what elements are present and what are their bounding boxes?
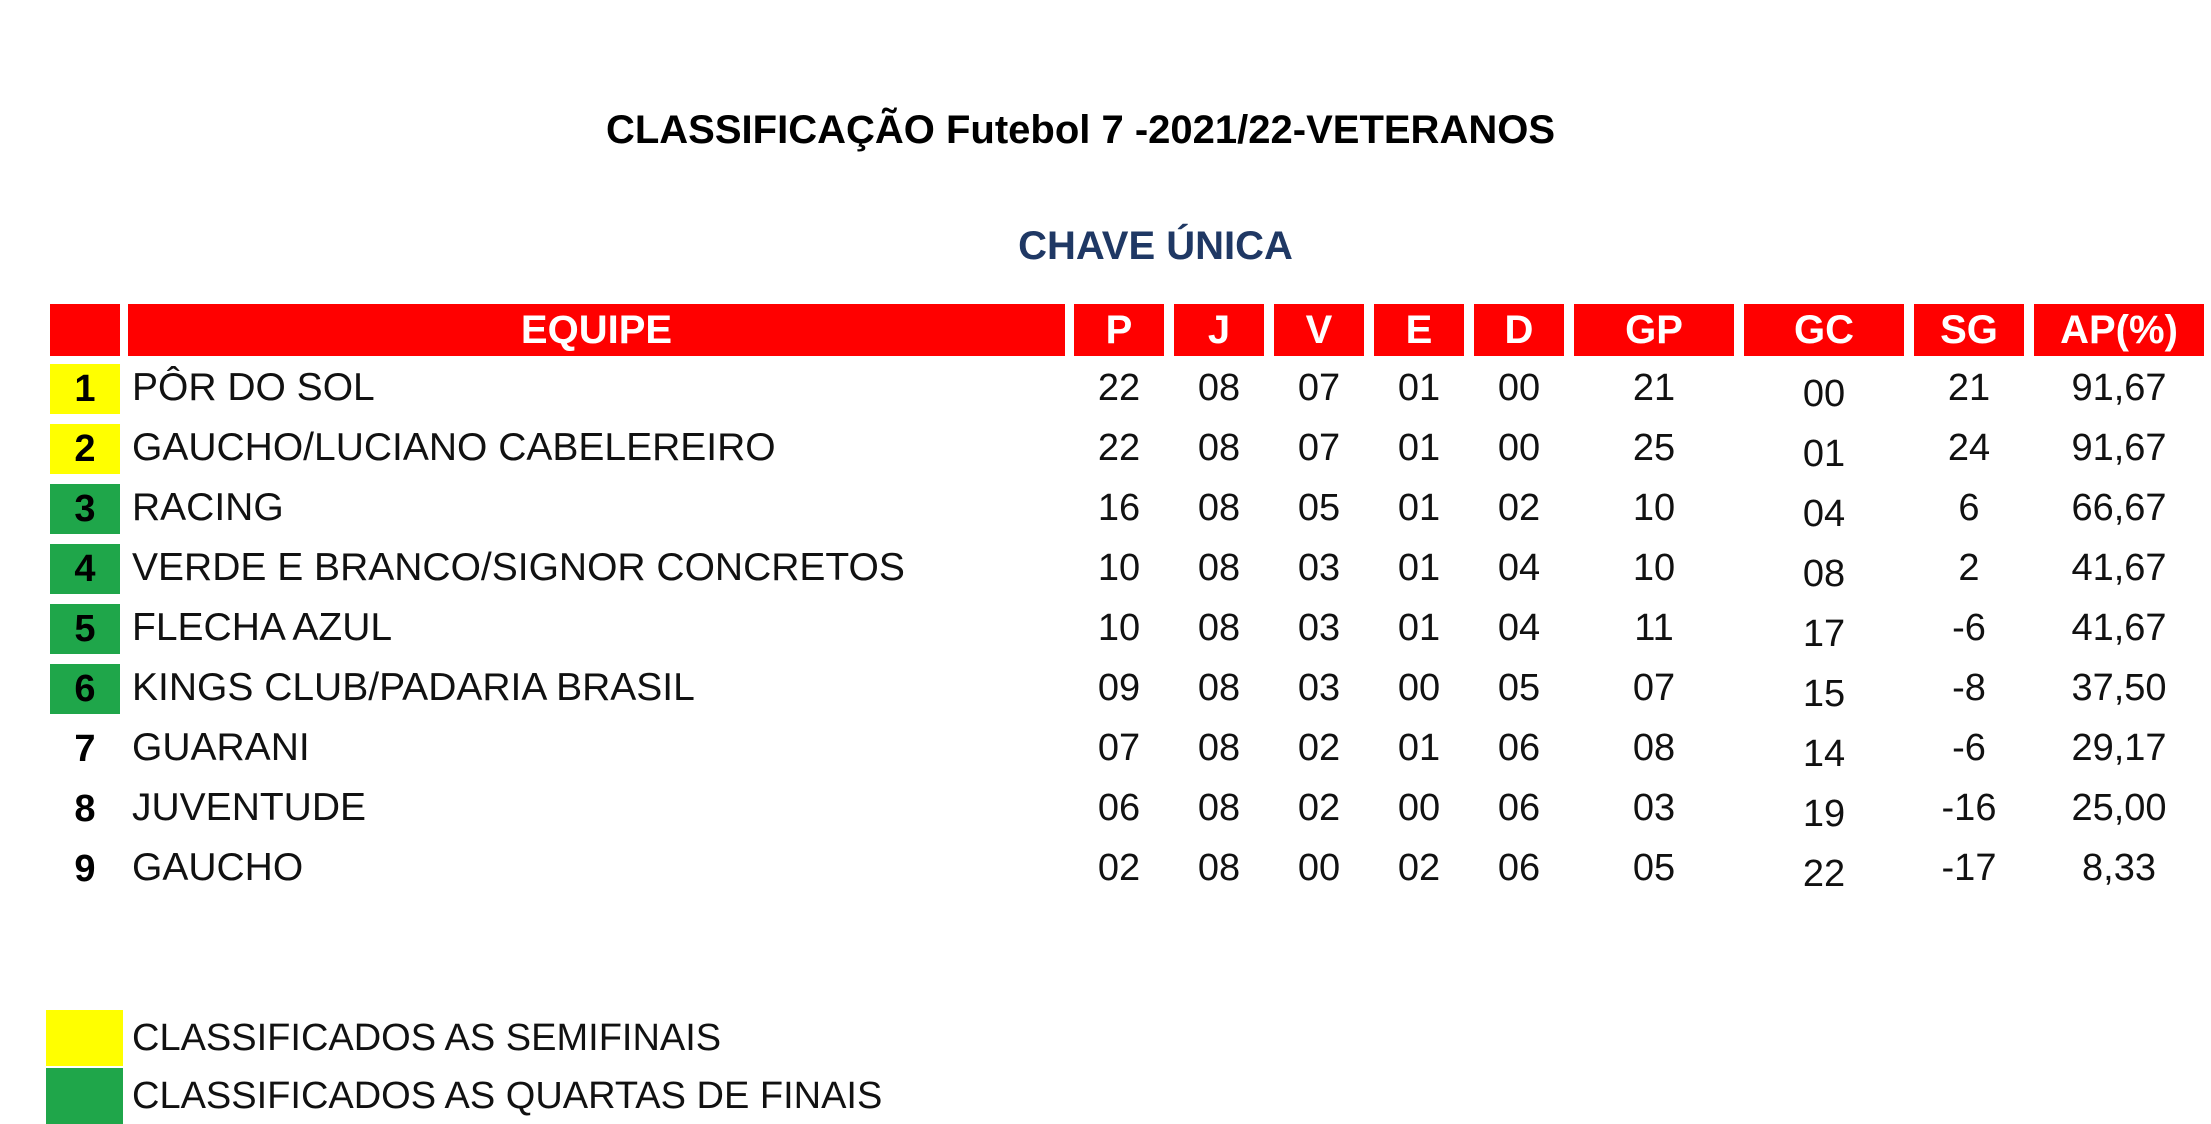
header-j: J <box>1174 304 1264 356</box>
page-title: CLASSIFICAÇÃO Futebol 7 -2021/22-VETERANOS <box>605 108 1556 152</box>
cell-e: 01 <box>1397 426 1441 469</box>
rank-cell: 5 <box>50 604 120 654</box>
cell-p: 07 <box>1097 726 1141 769</box>
cell-gp: 11 <box>1634 606 1674 649</box>
cell-gp: 05 <box>1632 846 1676 889</box>
cell-v: 03 <box>1297 546 1341 589</box>
table-row <box>0 778 2211 838</box>
cell-gp: 10 <box>1632 486 1676 529</box>
cell-j: 08 <box>1197 786 1241 829</box>
cell-j: 08 <box>1197 546 1241 589</box>
cell-d: 02 <box>1497 486 1541 529</box>
cell-e: 01 <box>1397 366 1441 409</box>
cell-gc: 00 <box>1802 372 1846 415</box>
cell-p: 02 <box>1097 846 1141 889</box>
cell-gp: 03 <box>1632 786 1676 829</box>
table-row <box>0 358 2211 418</box>
cell-ap: 29,17 <box>2071 726 2167 769</box>
cell-gc: 14 <box>1802 732 1846 775</box>
cell-gp: 08 <box>1632 726 1676 769</box>
cell-sg: 24 <box>1947 426 1991 469</box>
rank-cell: 2 <box>50 424 120 474</box>
cell-j: 08 <box>1197 366 1241 409</box>
cell-p: 09 <box>1097 666 1141 709</box>
cell-e: 01 <box>1397 726 1441 769</box>
header-e: E <box>1374 304 1464 356</box>
table-row <box>0 538 2211 598</box>
cell-d: 06 <box>1497 726 1541 769</box>
cell-gc: 01 <box>1802 432 1846 475</box>
rank-cell: 8 <box>74 787 96 830</box>
cell-d: 05 <box>1497 666 1541 709</box>
cell-gc: 15 <box>1802 672 1846 715</box>
cell-gc: 04 <box>1802 492 1846 535</box>
cell-ap: 8,33 <box>2082 846 2156 889</box>
header-ap: AP(%) <box>2034 304 2204 356</box>
cell-e: 00 <box>1397 666 1441 709</box>
cell-sg: -16 <box>1941 786 1997 829</box>
cell-d: 00 <box>1497 366 1541 409</box>
header-gp: GP <box>1574 304 1734 356</box>
cell-e: 02 <box>1397 846 1441 889</box>
cell-sg: 21 <box>1947 366 1991 409</box>
header-p: P <box>1074 304 1164 356</box>
cell-ap: 41,67 <box>2071 546 2167 589</box>
team-name: GAUCHO/LUCIANO CABELEREIRO <box>132 426 776 469</box>
cell-d: 04 <box>1497 606 1541 649</box>
rank-cell: 7 <box>74 727 96 770</box>
cell-gp: 07 <box>1632 666 1676 709</box>
cell-gp: 10 <box>1632 546 1676 589</box>
cell-e: 01 <box>1397 546 1441 589</box>
cell-e: 01 <box>1397 606 1441 649</box>
cell-sg: -8 <box>1952 666 1986 709</box>
table-row <box>0 478 2211 538</box>
cell-e: 01 <box>1397 486 1441 529</box>
table-row <box>0 658 2211 718</box>
cell-ap: 41,67 <box>2071 606 2167 649</box>
cell-v: 05 <box>1297 486 1341 529</box>
team-name: KINGS CLUB/PADARIA BRASIL <box>132 666 695 709</box>
team-name: FLECHA AZUL <box>132 606 393 649</box>
team-name: PÔR DO SOL <box>132 366 375 409</box>
cell-v: 03 <box>1297 666 1341 709</box>
legend-swatch-semifinal <box>46 1010 123 1066</box>
rank-cell: 4 <box>50 544 120 594</box>
rank-cell: 9 <box>74 847 96 890</box>
cell-sg: -6 <box>1952 606 1986 649</box>
cell-p: 16 <box>1097 486 1141 529</box>
cell-p: 10 <box>1097 606 1141 649</box>
group-subtitle: CHAVE ÚNICA <box>1018 224 1293 268</box>
cell-d: 04 <box>1497 546 1541 589</box>
cell-ap: 37,50 <box>2071 666 2167 709</box>
cell-p: 22 <box>1097 366 1141 409</box>
header-sg: SG <box>1914 304 2024 356</box>
cell-p: 10 <box>1097 546 1141 589</box>
cell-ap: 66,67 <box>2071 486 2167 529</box>
cell-d: 00 <box>1497 426 1541 469</box>
cell-j: 08 <box>1197 606 1241 649</box>
cell-p: 06 <box>1097 786 1141 829</box>
cell-ap: 91,67 <box>2071 426 2167 469</box>
rank-cell: 1 <box>50 364 120 414</box>
team-name: RACING <box>132 486 284 529</box>
cell-gp: 25 <box>1632 426 1676 469</box>
cell-p: 22 <box>1097 426 1141 469</box>
cell-gc: 17 <box>1802 612 1846 655</box>
cell-j: 08 <box>1197 486 1241 529</box>
cell-j: 08 <box>1197 846 1241 889</box>
table-row <box>0 598 2211 658</box>
cell-v: 00 <box>1297 846 1341 889</box>
cell-sg: 2 <box>1958 546 1980 589</box>
cell-d: 06 <box>1497 786 1541 829</box>
header-v: V <box>1274 304 1364 356</box>
cell-e: 00 <box>1397 786 1441 829</box>
cell-gc: 19 <box>1802 792 1846 835</box>
header-rank <box>50 304 120 356</box>
legend-label-semifinal: CLASSIFICADOS AS SEMIFINAIS <box>132 1016 722 1059</box>
team-name: VERDE E BRANCO/SIGNOR CONCRETOS <box>132 546 905 589</box>
cell-v: 07 <box>1297 366 1341 409</box>
cell-v: 07 <box>1297 426 1341 469</box>
team-name: GUARANI <box>132 726 310 769</box>
cell-ap: 25,00 <box>2071 786 2167 829</box>
table-row <box>0 418 2211 478</box>
team-name: GAUCHO <box>132 846 304 889</box>
cell-d: 06 <box>1497 846 1541 889</box>
cell-v: 03 <box>1297 606 1341 649</box>
cell-gc: 08 <box>1802 552 1846 595</box>
cell-sg: -6 <box>1952 726 1986 769</box>
cell-ap: 91,67 <box>2071 366 2167 409</box>
rank-cell: 6 <box>50 664 120 714</box>
team-name: JUVENTUDE <box>132 786 367 829</box>
header-d: D <box>1474 304 1564 356</box>
cell-j: 08 <box>1197 666 1241 709</box>
cell-j: 08 <box>1197 726 1241 769</box>
header-team: EQUIPE <box>128 304 1065 356</box>
cell-j: 08 <box>1197 426 1241 469</box>
cell-gp: 21 <box>1632 366 1676 409</box>
rank-cell: 3 <box>50 484 120 534</box>
cell-sg: -17 <box>1941 846 1997 889</box>
header-gc: GC <box>1744 304 1904 356</box>
cell-v: 02 <box>1297 726 1341 769</box>
legend-label-quarterfinal: CLASSIFICADOS AS QUARTAS DE FINAIS <box>132 1074 883 1117</box>
cell-v: 02 <box>1297 786 1341 829</box>
cell-sg: 6 <box>1958 486 1980 529</box>
table-row <box>0 838 2211 898</box>
legend-swatch-quarterfinal <box>46 1068 123 1124</box>
table-row <box>0 718 2211 778</box>
cell-gc: 22 <box>1802 852 1846 895</box>
